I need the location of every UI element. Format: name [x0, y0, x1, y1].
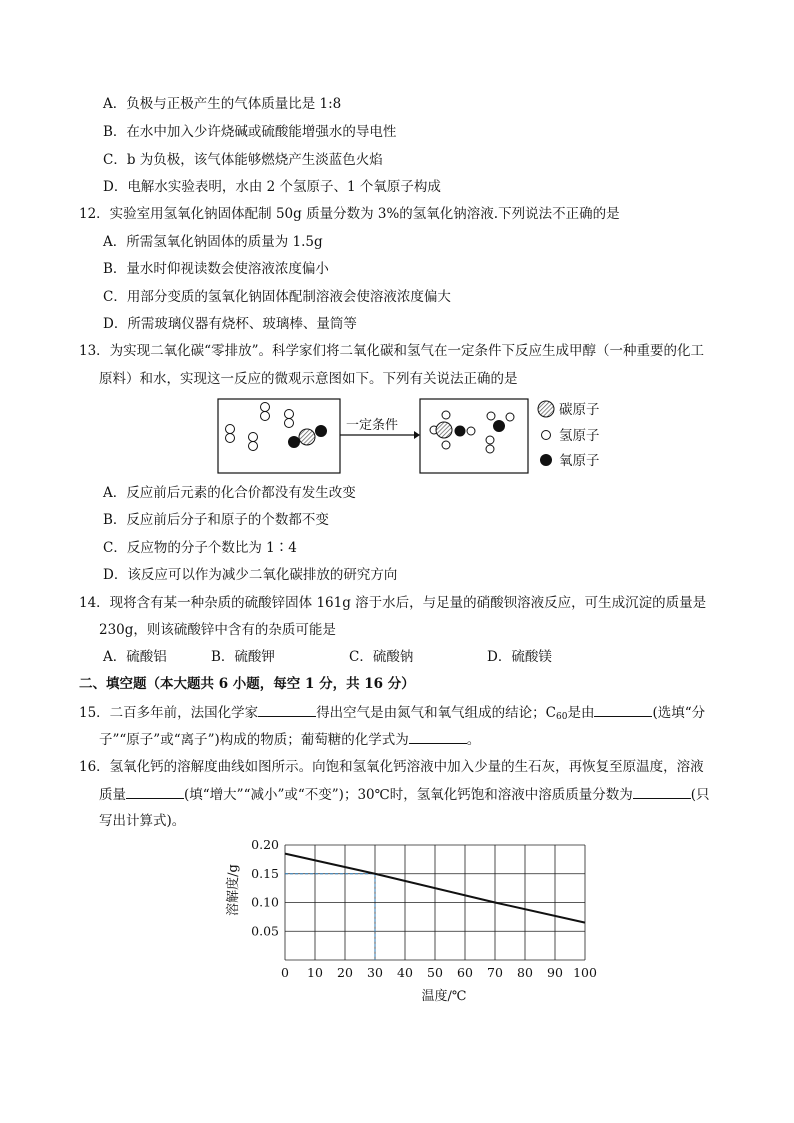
answer-blank[interactable]	[409, 730, 467, 744]
svg-text:氧原子: 氧原子	[559, 453, 600, 469]
q13-option-a: A．反应前后元素的化合价都没有发生改变	[103, 485, 356, 501]
x-tick-label: 0	[281, 965, 289, 980]
answer-blank[interactable]	[126, 785, 184, 799]
q11-option-b: B．在水中加入少许烧碱或硫酸能增强水的导电性	[103, 124, 397, 140]
q15-text: 。	[466, 732, 481, 748]
hydrogen-molecule	[249, 433, 258, 451]
x-tick-label: 20	[337, 965, 353, 980]
x-tick-label: 100	[573, 965, 597, 980]
q12-option-d: D．所需玻璃仪器有烧杯、玻璃棒、量筒等	[103, 316, 357, 332]
q14-stem-line1: 14．现将含有某一种杂质的硫酸锌固体 161g 溶于水后，与足量的硝酸钡溶液反应，可生成沉淀的质量是	[79, 595, 707, 611]
q12-option-c: C．用部分变质的氢氧化钠固体配制溶液会使溶液浓度偏大	[103, 289, 451, 305]
q16-line3: 写出计算式)。	[99, 813, 186, 829]
q16-text: 质量	[99, 787, 126, 803]
legend-oxygen	[540, 453, 600, 469]
q11-option-a: A．负极与正极产生的气体质量比是 1:8	[103, 96, 342, 112]
answer-blank[interactable]	[258, 703, 316, 717]
x-tick-label: 50	[427, 965, 443, 980]
answer-blank[interactable]	[594, 703, 652, 717]
reaction-diagram	[214, 393, 614, 479]
q11-option-c: C．b 为负极，该气体能够燃烧产生淡蓝色火焰	[103, 152, 383, 168]
hydrogen-molecule	[285, 410, 294, 428]
q14-option-d: D．硫酸镁	[487, 649, 552, 665]
q13-stem-line2: 原料）和水，实现这一反应的微观示意图如下。下列有关说法正确的是	[99, 371, 518, 387]
q15-text: (选填“分	[652, 705, 706, 721]
y-tick-label: 0.10	[251, 894, 279, 910]
q13-option-b: B．反应前后分子和原子的个数都不变	[103, 512, 329, 528]
legend-carbon	[538, 401, 600, 418]
q14-option-b: B．硫酸钾	[211, 649, 275, 665]
products-box	[420, 399, 528, 473]
carbon-dioxide-molecule	[289, 426, 327, 448]
hydrogen-molecule	[261, 403, 270, 421]
methanol-molecule	[430, 411, 475, 449]
q13-stem-line1: 13．为实现二氧化碳“零排放”。科学家们将二氧化碳和氢气在一定条件下反应生成甲醇（一种重要的化工	[79, 343, 704, 359]
arrowhead-icon	[414, 431, 420, 439]
y-tick-label: 0.05	[251, 923, 279, 939]
solubility-chart	[220, 832, 610, 1012]
q16-line2	[99, 785, 710, 804]
svg-text:碳原子: 碳原子	[559, 402, 600, 418]
hydrogen-atom	[486, 445, 494, 453]
q13-option-d: D．该反应可以作为减少二氧化碳排放的研究方向	[103, 567, 398, 583]
q14-option-c: C．硫酸钠	[349, 649, 414, 665]
x-tick-label: 30	[367, 965, 383, 980]
y-axis-label: 溶解度/g	[226, 864, 241, 916]
water-molecule	[487, 412, 514, 432]
q15-line1	[79, 703, 705, 726]
q14-option-a: A．硫酸铝	[103, 649, 167, 665]
q11-option-d: D．电解水实验表明，水由 2 个氢原子、1 个氧原子构成	[103, 179, 441, 195]
q15-text: 是由	[567, 705, 595, 721]
x-tick-label: 80	[517, 965, 533, 980]
y-tick-label: 0.20	[251, 837, 279, 852]
q16-line1: 16．氢氧化钙的溶解度曲线如图所示。向饱和氢氧化钙溶液中加入少量的生石灰，再恢复至原温度，溶液	[79, 759, 704, 775]
q12-option-b: B．量水时仰视读数会使溶液浓度偏小	[103, 261, 329, 277]
q14-stem-line2: 230g，则该硫酸锌中含有的杂质可能是	[99, 622, 336, 638]
legend-hydrogen	[542, 428, 600, 444]
x-tick-label: 60	[457, 965, 473, 980]
hydrogen-atom	[486, 436, 494, 444]
x-tick-label: 10	[307, 965, 323, 980]
q16-text: (填“增大”“减小”或“不变”)；30℃时，氢氧化钙饱和溶液中溶质质量分数为	[184, 787, 633, 803]
reaction-condition: 一定条件	[346, 418, 399, 433]
q15-line2	[99, 730, 480, 749]
q13-option-c: C．反应物的分子个数比为 1∶4	[103, 540, 297, 556]
x-tick-label: 70	[487, 965, 503, 980]
x-axis-label: 温度/℃	[421, 989, 467, 1004]
y-tick-label: 0.15	[251, 865, 279, 881]
x-tick-label: 40	[397, 965, 413, 980]
q12-stem: 12．实验室用氢氧化钠固体配制 50g 质量分数为 3%的氢氧化钠溶液.下列说法不正确的是	[79, 206, 620, 222]
q12-option-a: A．所需氢氧化钠固体的质量为 1.5g	[103, 234, 323, 250]
svg-text:氢原子: 氢原子	[559, 428, 600, 444]
q15-text: 得出空气是由氮气和氧气组成的结论；C	[316, 705, 557, 721]
x-tick-label: 90	[547, 965, 563, 980]
q15-text: 15．二百多年前，法国化学家	[79, 705, 259, 721]
q16-text: (只	[690, 787, 710, 803]
q15-text: 子”“原子”或“离子”)构成的物质；葡萄糖的化学式为	[99, 732, 409, 748]
section-title: 二、填空题（本大题共 6 小题，每空 1 分，共 16 分）	[79, 676, 415, 692]
q15-subscript: 60	[556, 712, 568, 722]
hydrogen-molecule	[226, 425, 235, 443]
answer-blank[interactable]	[633, 785, 691, 799]
